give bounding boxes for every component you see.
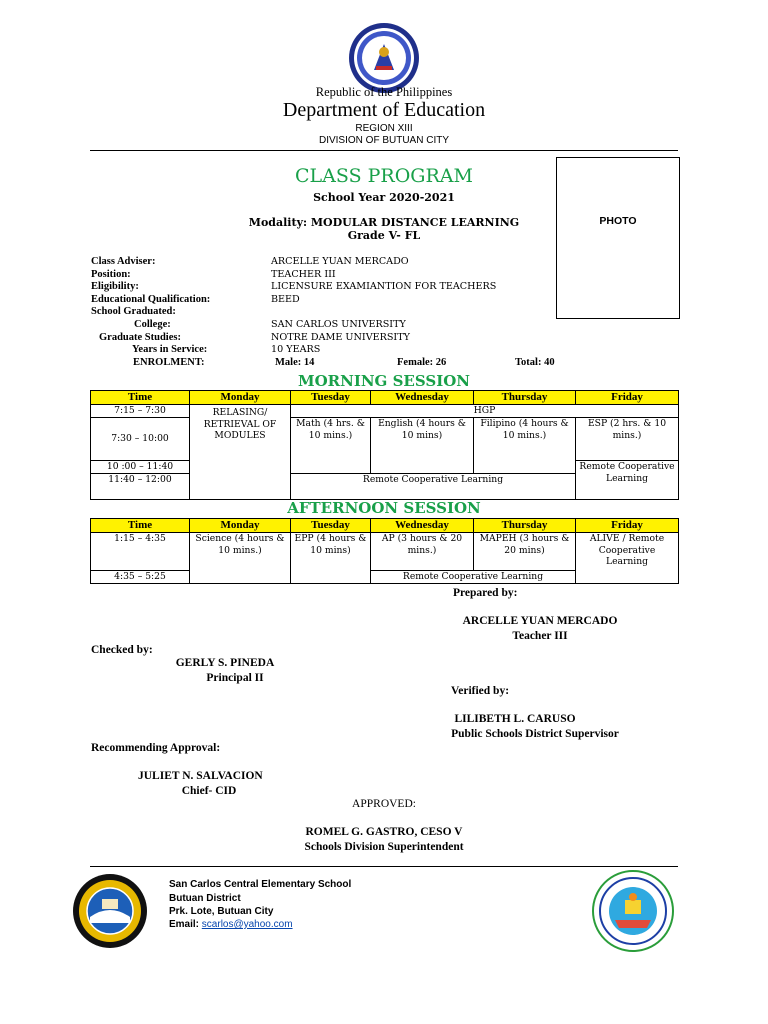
photo-label: PHOTO <box>599 215 637 227</box>
footer-email-label: Email: <box>169 919 200 930</box>
remote-cell: Remote Cooperative Learning <box>291 474 576 500</box>
morning-session-title: MORNING SESSION <box>297 372 470 390</box>
time-cell: 10 :00 – 11:40 <box>91 461 190 474</box>
wednesday-cell: AP (3 hours & 20 mins.) <box>371 533 474 571</box>
class-adviser-value: ARCELLE YUAN MERCADO <box>271 256 409 267</box>
enrolment-label: ENROLMENT: <box>133 357 205 368</box>
header-cell: Friday <box>576 519 679 533</box>
table-header-row <box>91 391 679 405</box>
eligibility-label: Eligibility: <box>91 281 139 293</box>
grade-section: Grade V- FL <box>347 229 421 242</box>
school-year: School Year 2020-2021 <box>313 191 455 204</box>
checked-by-label: Checked by: <box>91 644 153 656</box>
footer-email-link[interactable]: scarlos@yahoo.com <box>201 919 293 930</box>
approved-name: ROMEL G. GASTRO, CESO V <box>305 826 463 838</box>
modality: Modality: MODULAR DISTANCE LEARNING <box>248 216 520 229</box>
monday-cell: Science (4 hours & 10 mins.) <box>190 533 291 584</box>
table-row <box>91 533 679 571</box>
recommending-label: Recommending Approval: <box>91 742 221 754</box>
checked-by-title: Principal II <box>206 672 264 684</box>
info-labels <box>91 256 210 357</box>
region-heading: REGION XIII <box>355 123 413 134</box>
college-value: SAN CARLOS UNIVERSITY <box>271 318 406 330</box>
time-cell: 4:35 – 5:25 <box>91 571 190 584</box>
monday-cell: RELASING/ RETRIEVAL OF MODULES <box>190 405 291 500</box>
header-divider <box>90 150 678 151</box>
footer-school-name: San Carlos Central Elementary School <box>169 879 352 890</box>
deped-seal-logo <box>348 22 420 94</box>
header-cell: Thursday <box>474 519 576 533</box>
division-seal-logo <box>592 870 674 952</box>
educ-qual-label: Educational Qualification: <box>91 293 211 305</box>
years-label: Years in Service: <box>132 344 208 356</box>
years-value: 10 YEARS <box>271 344 321 356</box>
header-cell: Friday <box>576 391 679 405</box>
footer-district: Butuan District <box>169 893 241 904</box>
table-header-row <box>91 519 679 533</box>
header-cell: Monday <box>190 391 291 405</box>
afternoon-schedule-table <box>90 518 679 584</box>
friday-cell: ALIVE / Remote Cooperative Learning <box>576 533 679 584</box>
female-count: Female: 26 <box>397 357 447 368</box>
department-heading: Department of Education <box>282 99 486 121</box>
header-cell: Tuesday <box>291 519 371 533</box>
header-cell: Wednesday <box>371 391 474 405</box>
table-row <box>91 418 679 461</box>
total-count: Total: 40 <box>515 357 555 368</box>
footer-address: Prk. Lote, Butuan City <box>169 906 274 917</box>
grad-studies-label: Graduate Studies: <box>99 331 181 343</box>
footer-divider <box>90 866 678 867</box>
friday-cell: Remote Cooperative Learning <box>576 461 679 500</box>
verified-by-label: Verified by: <box>451 685 510 697</box>
hgp-cell: HGP <box>291 405 679 418</box>
school-graduated-label: School Graduated: <box>91 306 176 318</box>
class-program-title: CLASS PROGRAM <box>295 165 473 187</box>
educ-qual-value: BEED <box>271 293 300 305</box>
approved-label: APPROVED: <box>352 798 416 810</box>
tuesday-cell: EPP (4 hours & 10 mins) <box>291 533 371 584</box>
position-value: TEACHER III <box>271 268 336 280</box>
school-seal-logo <box>72 873 148 949</box>
time-cell: 11:40 – 12:00 <box>91 474 190 500</box>
thursday-cell: MAPEH (3 hours & 20 mins) <box>474 533 576 571</box>
time-cell: 7:30 – 10:00 <box>91 418 190 461</box>
header-cell: Time <box>91 519 190 533</box>
prepared-by-name: ARCELLE YUAN MERCADO <box>462 615 618 627</box>
eligibility-value: LICENSURE EXAMIANTION FOR TEACHERS <box>271 281 497 293</box>
header-cell: Tuesday <box>291 391 371 405</box>
prepared-by-label: Prepared by: <box>453 587 518 599</box>
header-cell: Wednesday <box>371 519 474 533</box>
class-adviser-label: Class Adviser: <box>91 256 156 267</box>
republic-heading: Republic of the Philippines <box>315 85 453 99</box>
division-heading: DIVISION OF BUTUAN CITY <box>318 135 449 146</box>
afternoon-session-title: AFTERNOON SESSION <box>287 499 481 517</box>
approved-title: Schools Division Superintendent <box>304 841 464 853</box>
wednesday-cell: English (4 hours & 10 mins) <box>371 418 474 474</box>
prepared-by-title: Teacher III <box>512 630 568 642</box>
position-label: Position: <box>91 268 131 280</box>
tuesday-cell: Math (4 hrs. & 10 mins.) <box>291 418 371 474</box>
recommending-name: JULIET N. SALVACION <box>138 770 263 782</box>
header-cell: Monday <box>190 519 291 533</box>
college-label: College: <box>134 318 171 330</box>
verified-by-name: LILIBETH L. CARUSO <box>454 713 576 725</box>
friday-cell: ESP (2 hrs. & 10 mins.) <box>576 418 679 461</box>
footer-email-row <box>169 919 293 930</box>
table-row <box>91 405 679 418</box>
header-cell: Time <box>91 391 190 405</box>
grad-studies-value: NOTRE DAME UNIVERSITY <box>271 331 410 343</box>
verified-by-title: Public Schools District Supervisor <box>451 728 619 740</box>
remote-cell: Remote Cooperative Learning <box>371 571 576 584</box>
recommending-title: Chief- CID <box>181 785 237 797</box>
info-values <box>271 256 496 357</box>
header-cell: Thursday <box>474 391 576 405</box>
morning-schedule-table <box>90 390 679 500</box>
checked-by-name: GERLY S. PINEDA <box>175 657 275 669</box>
time-cell: 7:15 – 7:30 <box>91 405 190 418</box>
male-count: Male: 14 <box>275 357 315 368</box>
time-cell: 1:15 – 4:35 <box>91 533 190 571</box>
thursday-cell: Filipino (4 hours & 10 mins.) <box>474 418 576 474</box>
